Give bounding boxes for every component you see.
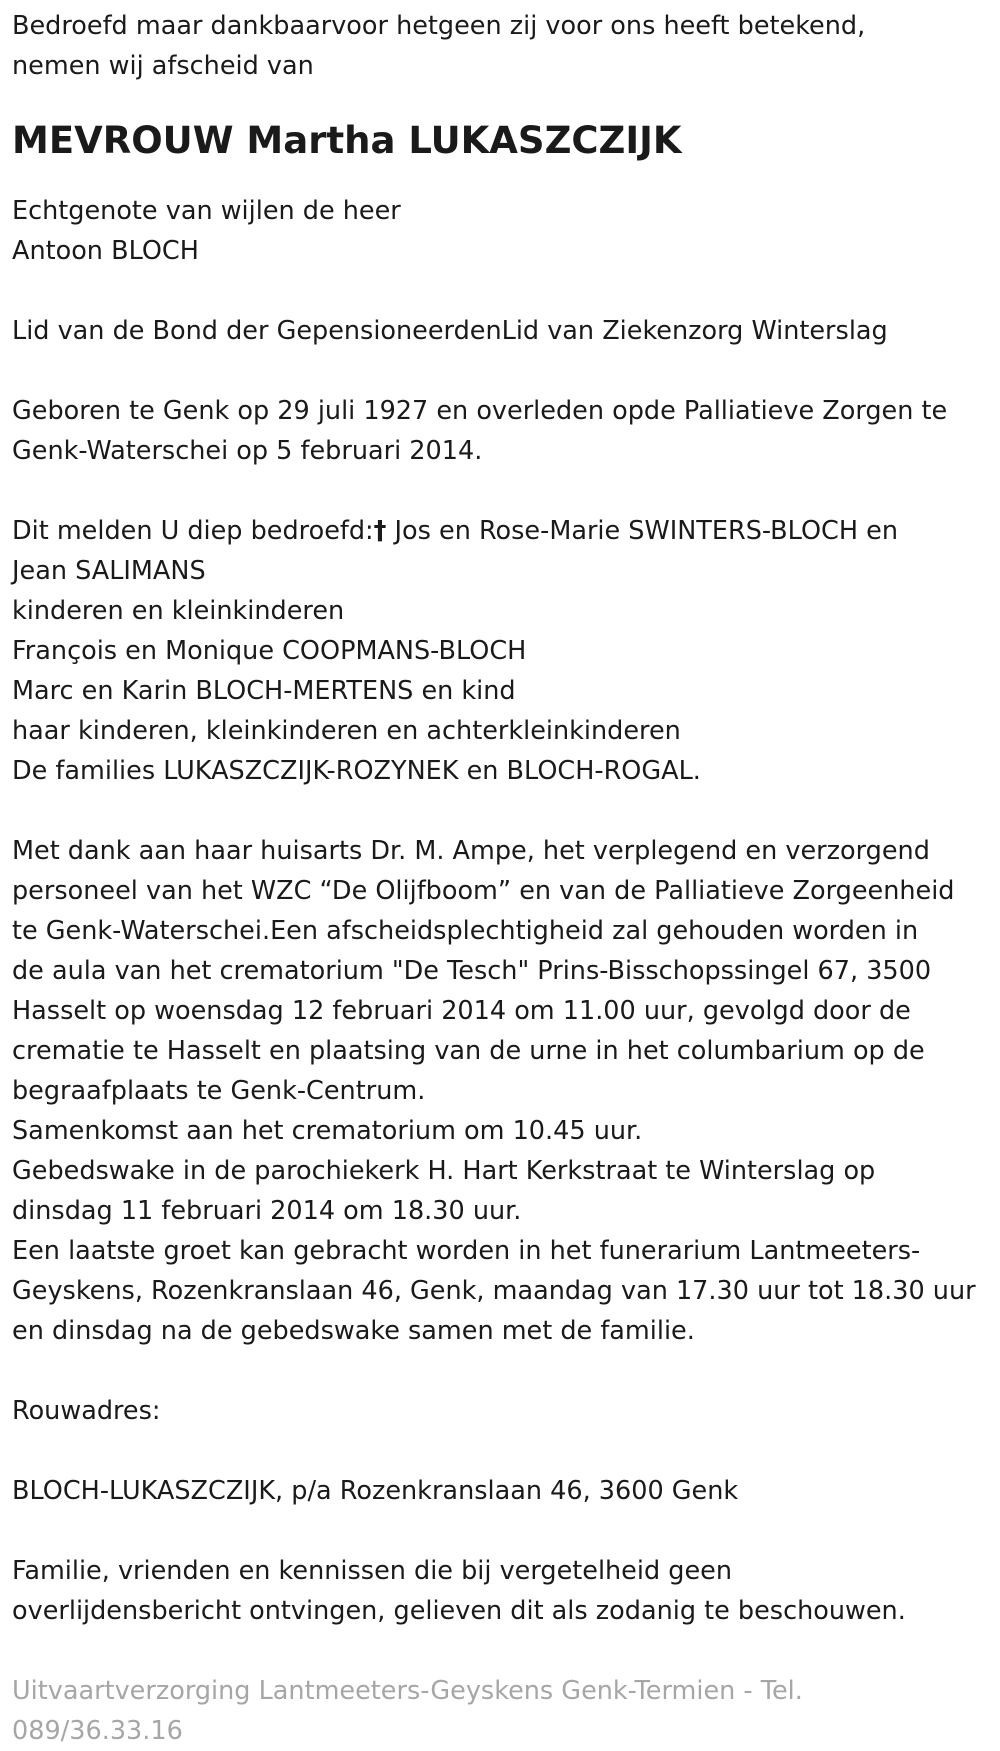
family-line: haar kinderen, kleinkinderen en achterkleinkinderen	[12, 715, 681, 746]
memberships-line: Lid van de Bond der GepensioneerdenLid van Ziekenzorg Winterslag	[12, 315, 888, 346]
intro-line: Bedroefd maar dankbaarvoor hetgeen zij voor ons heeft betekend,	[12, 11, 866, 41]
mourning-label	[12, 1391, 988, 1431]
birth-death-line: Geboren te Genk op 29 juli 1927 en overleden opde Palliatieve Zorgen te	[12, 395, 948, 426]
spouse-text	[12, 191, 988, 271]
footer-line: Uitvaartverzorging Lantmeeters-Geyskens Genk-Termien - Tel.	[12, 1675, 803, 1706]
announcement-prefix: Dit melden U diep bedroefd:	[12, 515, 374, 546]
announcement-first-rest: Jos en Rose-Marie SWINTERS-BLOCH en	[386, 515, 898, 546]
closing-line: Familie, vrienden en kennissen die bij vergetelheid geen	[12, 1555, 732, 1586]
footer-line: 089/36.33.16	[12, 1715, 183, 1746]
funeral-director-footer	[12, 1671, 988, 1751]
ceremony-line: personeel van het WZC “De Olijfboom” en van de Palliatieve Zorgeenheid	[12, 875, 955, 906]
mourning-label-line: Rouwadres:	[12, 1395, 161, 1426]
ceremony-line: crematie te Hasselt en plaatsing van de urne in het columbarium op de	[12, 1035, 925, 1066]
ceremony-line: Geyskens, Rozenkranslaan 46, Genk, maandag van 17.30 uur tot 18.30 uur	[12, 1275, 976, 1306]
ceremony-line: dinsdag 11 februari 2014 om 18.30 uur.	[12, 1195, 522, 1226]
ceremony-line: en dinsdag na de gebedswake samen met de familie.	[12, 1315, 695, 1346]
ceremony-line: Gebedswake in de parochiekerk H. Hart Kerkstraat te Winterslag op	[12, 1155, 876, 1186]
ceremony-line: Een laatste groet kan gebracht worden in het funerarium Lantmeeters-	[12, 1235, 921, 1266]
intro-text	[12, 0, 988, 86]
family-line: Marc en Karin BLOCH-MERTENS en kind	[12, 675, 516, 706]
ceremony-line: Met dank aan haar huisarts Dr. M. Ampe, het verplegend en verzorgend	[12, 835, 930, 866]
closing-line: overlijdensbericht ontvingen, gelieven dit als zodanig te beschouwen.	[12, 1595, 906, 1626]
birth-death-line: Genk-Waterschei op 5 februari 2014.	[12, 435, 483, 466]
ceremony-line: de aula van het crematorium "De Tesch" Prins-Bisschopssingel 67, 3500	[12, 955, 932, 986]
ceremony-line: begraafplaats te Genk-Centrum.	[12, 1075, 426, 1106]
closing-text	[12, 1551, 988, 1631]
mourning-address-line: BLOCH-LUKASZCZIJK, p/a Rozenkranslaan 46, 3600 Genk	[12, 1475, 739, 1506]
spouse-line: Echtgenote van wijlen de heer	[12, 195, 401, 226]
ceremony-line: Samenkomst aan het crematorium om 10.45 uur.	[12, 1115, 643, 1146]
birth-death-text	[12, 391, 988, 471]
family-line: Jean SALIMANS	[12, 555, 206, 586]
memberships-text	[12, 311, 988, 351]
cross-icon: †	[373, 515, 387, 546]
family-line: François en Monique COOPMANS-BLOCH	[12, 635, 527, 666]
announcement-first-line	[12, 511, 988, 551]
thanks-and-ceremony-text	[12, 831, 988, 1351]
spouse-line: Antoon BLOCH	[12, 235, 199, 266]
announcement-text	[12, 511, 988, 791]
intro-line: nemen wij afscheid van	[12, 51, 314, 81]
mourning-address	[12, 1471, 988, 1511]
deceased-name: MEVROUW Martha LUKASZCZIJK	[12, 119, 682, 162]
ceremony-line: Hasselt op woensdag 12 februari 2014 om 11.00 uur, gevolgd door de	[12, 995, 911, 1026]
family-line: De families LUKASZCZIJK-ROZYNEK en BLOCH-ROGAL.	[12, 755, 701, 786]
family-line: kinderen en kleinkinderen	[12, 595, 345, 626]
ceremony-line: te Genk-Waterschei.Een afscheidsplechtigheid zal gehouden worden in	[12, 915, 919, 946]
